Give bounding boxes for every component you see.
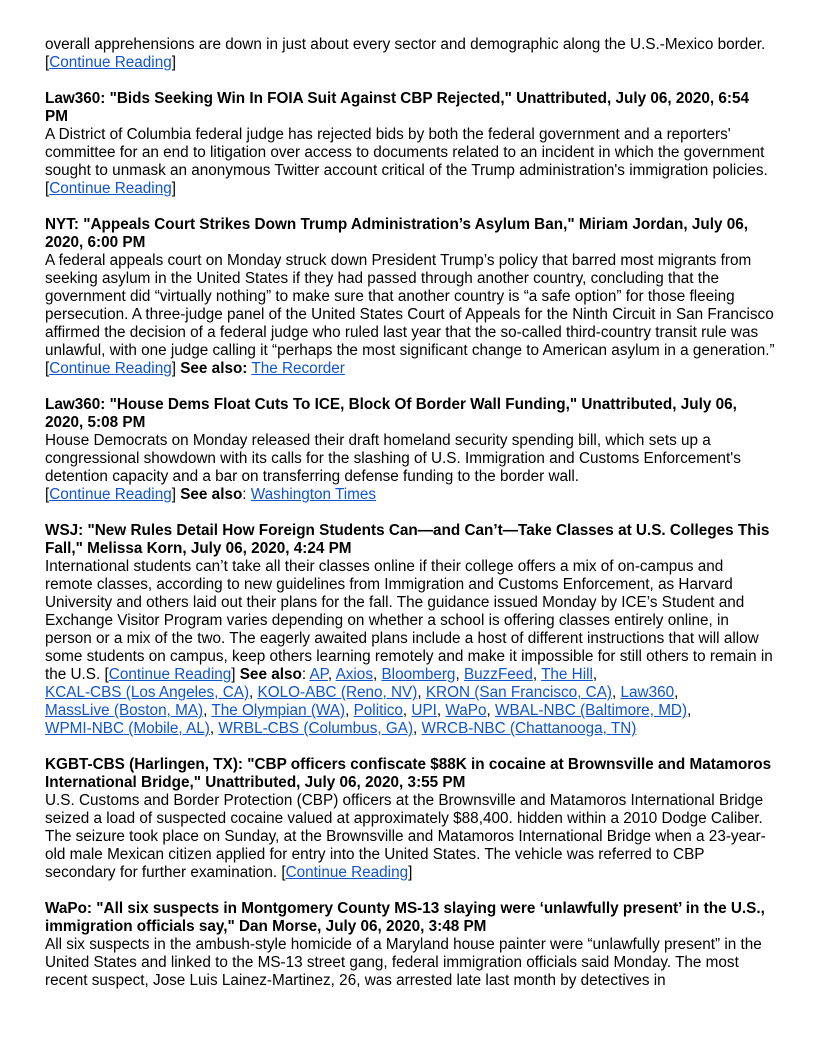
news-body: All six suspects in the ambush-style homicide of a Maryland house painter were “unlawfully present” in the United States and linked to the MS-13 street gang, federal immigration officials said Monday. The most recent suspect, Jose Luis Lainez-Martinez, 26, was arrested late last month by detectives in	[45, 936, 762, 989]
document-page	[45, 36, 775, 1008]
see-also-link[interactable]: WRCB-NBC (Chattanooga, TN)	[421, 720, 637, 737]
see-also-link[interactable]: KOLO-ABC (Reno, NV)	[257, 684, 418, 701]
see-also-link[interactable]: Law360	[620, 684, 675, 701]
news-headline: WaPo: "All six suspects in Montgomery County MS-13 slaying were ‘unlawfully present’ in the U.S., immigration officials say," Dan Morse, July 06, 2020, 3:48 PM	[45, 900, 765, 935]
see-also-link[interactable]: KCAL-CBS (Los Angeles, CA)	[45, 684, 250, 701]
news-headline: Law360: "House Dems Float Cuts To ICE, Block Of Border Wall Funding," Unattributed, July 06, 2020, 5:08 PM	[45, 396, 737, 431]
continue-reading-link[interactable]: Continue Reading	[49, 180, 172, 197]
see-also-list: AP, Axios, Bloomberg, BuzzFeed, The Hill, KCAL-CBS (Los Angeles, CA), KOLO-ABC (Reno, NV), KRON (San Francisco, CA), Law360, MassLive (Boston, MA), The Olympian (WA), Politico, UPI, WaPo, WBAL-NBC (Baltimore, MD), WPMI-NBC (Mobile, AL), WRBL-CBS (Columbus, GA), WRCB-NBC (Chattanooga, TN)	[45, 666, 692, 737]
news-body: House Democrats on Monday released their draft homeland security spending bill, which sets up a congressional showdown with its calls for the slashing of U.S. Immigration and Customs Enforcement's detention capacity and a bar on transferring defense funding to the border wall. [Continue Reading] See also: Washington Times	[45, 432, 741, 503]
intro-text: overall apprehensions are down in just about every sector and demographic along the U.S.-Mexico border.	[45, 36, 766, 53]
see-also-link[interactable]: Politico	[353, 702, 403, 719]
continue-reading-link[interactable]: Continue Reading	[49, 54, 172, 71]
news-headline: KGBT-CBS (Harlingen, TX): "CBP officers confiscate $88K in cocaine at Brownsville and Matamoros International Bridge," Unattributed, July 06, 2020, 3:55 PM	[45, 756, 772, 791]
see-also-link[interactable]: KRON (San Francisco, CA)	[425, 684, 613, 701]
see-also-link[interactable]: BuzzFeed	[463, 666, 533, 683]
continue-reading-link[interactable]: Continue Reading	[285, 864, 409, 881]
news-item	[45, 90, 775, 198]
news-summary: A federal appeals court on Monday struck down President Trump’s policy that barred most migrants from seeking asylum in the United States if they had passed through another country, concluding that the government did “virtually nothing” to make sure that another country is “a safe option” for those fleeing persecution. A three-judge panel of the United States Court of Appeals for the Ninth Circuit in San Francisco affirmed the decision of a federal judge who ruled last year that the so-called third-country transit rule was unlawful, with one judge calling it “perhaps the most significant change to American asylum in a generation.”	[45, 252, 775, 359]
news-item	[45, 756, 775, 882]
news-item	[45, 216, 775, 378]
news-item	[45, 396, 775, 504]
continue-reading-link[interactable]: Continue Reading	[49, 486, 172, 503]
see-also-link[interactable]: WaPo	[445, 702, 487, 719]
see-also-link[interactable]: Axios	[335, 666, 373, 683]
news-summary: House Democrats on Monday released their draft homeland security spending bill, which sets up a congressional showdown with its calls for the slashing of U.S. Immigration and Customs Enforcement's detention capacity and a bar on transferring defense funding to the border wall.	[45, 432, 741, 485]
news-summary: A District of Columbia federal judge has rejected bids by both the federal government and a reporters' committee for an end to litigation over access to documents related to an incident in which the government sought to unmask an anonymous Twitter account critical of the Trump administration's immigration policies.	[45, 126, 768, 179]
see-also-label: See also	[239, 666, 302, 683]
see-also-label: See also	[180, 486, 243, 503]
news-headline: WSJ: "New Rules Detail How Foreign Students Can—and Can’t—Take Classes at U.S. Colleges This Fall," Melissa Korn, July 06, 2020, 4:24 PM	[45, 522, 770, 557]
see-also-link[interactable]: WPMI-NBC (Mobile, AL)	[45, 720, 210, 737]
see-also-link[interactable]: WBAL-NBC (Baltimore, MD)	[495, 702, 688, 719]
continue-reading-link[interactable]: Continue Reading	[49, 360, 172, 377]
see-also-label: See also:	[180, 360, 248, 377]
see-also-link[interactable]: The Olympian (WA)	[211, 702, 346, 719]
news-item	[45, 522, 775, 738]
see-also-link[interactable]: MassLive (Boston, MA)	[45, 702, 204, 719]
news-body: U.S. Customs and Border Protection (CBP) officers at the Brownsville and Matamoros International Bridge seized a load of suspected cocaine valued at approximately $88,400. hidden within a 2010 Dodge Caliber. The seizure took place on Sunday, at the Brownsville and Matamoros International Bridge when a 23-year-old male Mexican citizen applied for entry into the United States. The vehicle was referred to CBP secondary for further examination. [Continue Reading]	[45, 792, 766, 881]
see-also-link[interactable]: Washington Times	[250, 486, 377, 503]
continue-reading-link[interactable]: Continue Reading	[108, 666, 232, 683]
see-also-link[interactable]: AP	[309, 666, 328, 683]
see-also-link[interactable]: The Recorder	[251, 360, 345, 377]
news-headline: Law360: "Bids Seeking Win In FOIA Suit Against CBP Rejected," Unattributed, July 06, 2020, 6:54 PM	[45, 90, 750, 125]
news-body: A District of Columbia federal judge has rejected bids by both the federal government and a reporters' committee for an end to litigation over access to documents related to an incident in which the government sought to unmask an anonymous Twitter account critical of the Trump administration's immigration policies. [Continue Reading]	[45, 126, 768, 197]
see-also-link[interactable]: The Hill	[541, 666, 593, 683]
see-also-link[interactable]: Bloomberg	[381, 666, 456, 683]
see-also-link[interactable]: WRBL-CBS (Columbus, GA)	[218, 720, 414, 737]
news-summary: International students can’t take all their classes online if their college offers a mix of on-campus and remote classes, according to new guidelines from Immigration and Customs Enforcement, as Harvard University and others laid out their plans for the fall. The guidance issued Monday by ICE’s Student and Exchange Visitor Program varies depending on whether a school is offering classes entirely online, in person or a mix of the two. The eagerly awaited plans include a host of different instructions that will allow some students on campus, keep others learning remotely and make it impossible for still others to remain in the U.S.	[45, 558, 773, 683]
see-also-link[interactable]: UPI	[411, 702, 437, 719]
news-headline: NYT: "Appeals Court Strikes Down Trump Administration’s Asylum Ban," Miriam Jordan, July 06, 2020, 6:00 PM	[45, 216, 748, 251]
news-body: A federal appeals court on Monday struck down President Trump’s policy that barred most migrants from seeking asylum in the United States if they had passed through another country, concluding that the government did “virtually nothing” to make sure that another country is “a safe option” for those fleeing persecution. A three-judge panel of the United States Court of Appeals for the Ninth Circuit in San Francisco affirmed the decision of a federal judge who ruled last year that the so-called third-country transit rule was unlawful, with one judge calling it “perhaps the most significant change to American asylum in a generation.” [Continue Reading] See also: The Recorder	[45, 252, 775, 377]
news-body: International students can’t take all their classes online if their college offers a mix of on-campus and remote classes, according to new guidelines from Immigration and Customs Enforcement, as Harvard University and others laid out their plans for the fall. The guidance issued Monday by ICE’s Student and Exchange Visitor Program varies depending on whether a school is offering classes entirely online, in person or a mix of the two. The eagerly awaited plans include a host of different instructions that will allow some students on campus, keep others learning remotely and make it impossible for still others to remain in the U.S. [Continue Reading] See also: AP, Axios, Bloomberg, BuzzFeed, The Hill, KCAL-CBS (Los Angeles, CA), KOLO-ABC (Reno, NV), KRON (San Francisco, CA), Law360, MassLive (Boston, MA), The Olympian (WA), Politico, UPI, WaPo, WBAL-NBC (Baltimore, MD), WPMI-NBC (Mobile, AL), WRBL-CBS (Columbus, GA), WRCB-NBC (Chattanooga, TN)	[45, 558, 773, 737]
news-item	[45, 900, 775, 990]
intro-body: overall apprehensions are down in just about every sector and demographic along the U.S.-Mexico border. [Continue Reading]	[45, 36, 766, 71]
news-summary: U.S. Customs and Border Protection (CBP) officers at the Brownsville and Matamoros International Bridge seized a load of suspected cocaine valued at approximately $88,400. hidden within a 2010 Dodge Caliber. The seizure took place on Sunday, at the Brownsville and Matamoros International Bridge when a 23-year-old male Mexican citizen applied for entry into the United States. The vehicle was referred to CBP secondary for further examination.	[45, 792, 766, 881]
intro-paragraph	[45, 36, 775, 72]
